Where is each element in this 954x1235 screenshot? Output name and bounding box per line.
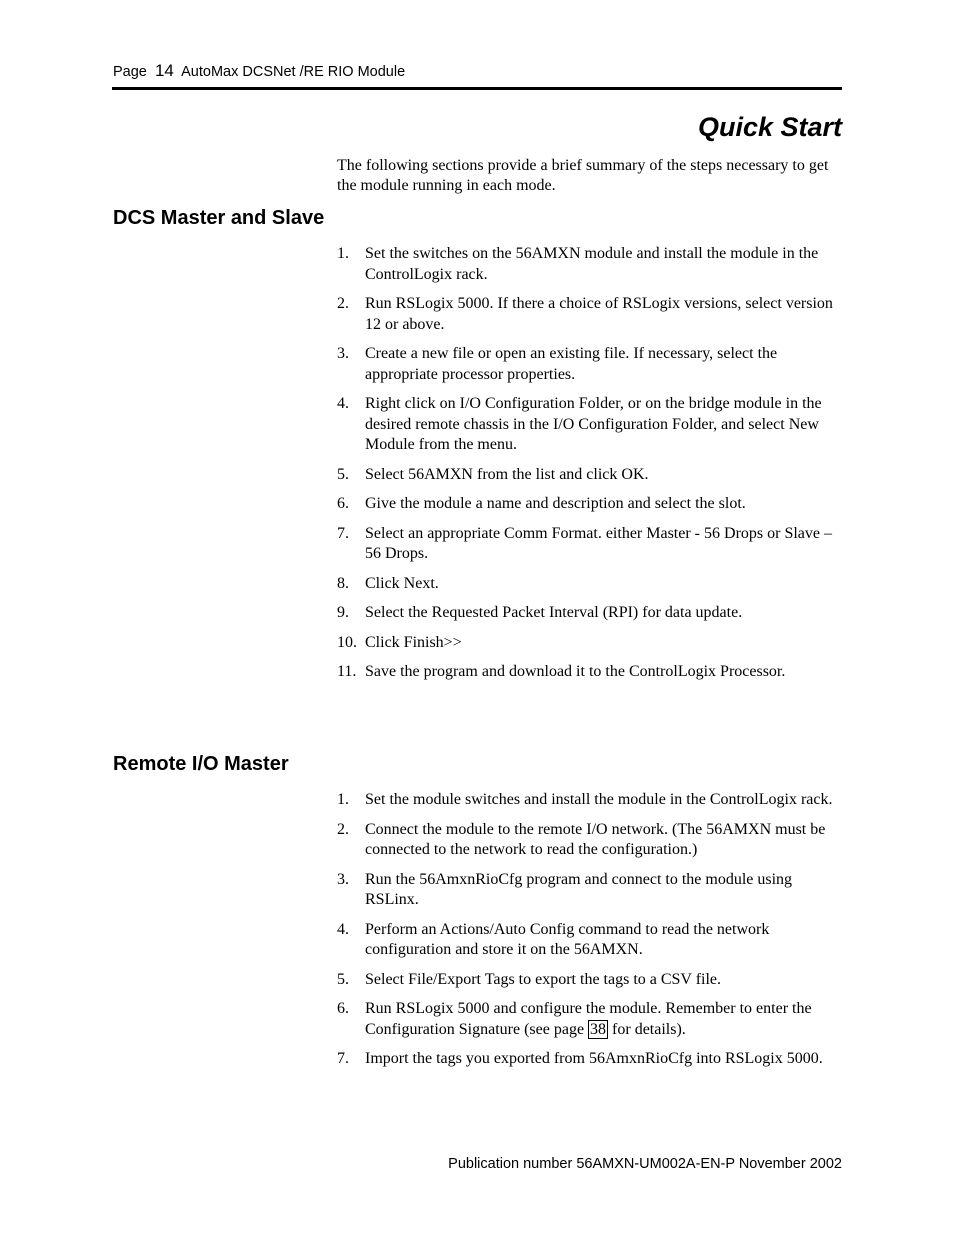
- list-item: [337, 970, 844, 991]
- list-item: [337, 574, 844, 595]
- dcs-section-heading: DCS Master and Slave: [113, 207, 325, 229]
- rio-steps-list: [337, 790, 844, 1079]
- list-item: [337, 790, 844, 811]
- publication-footer: Publication number 56AMXN-UM002A-EN-P November 2002: [448, 1156, 842, 1172]
- step-text: Run RSLogix 5000. If there a choice of RSLogix versions, select version 12 or above.: [365, 295, 833, 333]
- step-text: Create a new file or open an existing file. If necessary, select the appropriate processor properties.: [365, 345, 778, 383]
- intro-paragraph: The following sections provide a brief summary of the steps necessary to get the module running in each mode.: [337, 157, 829, 194]
- step-number: 9.: [337, 604, 349, 621]
- step-number: 7.: [337, 1050, 349, 1067]
- step-number: 8.: [337, 574, 349, 592]
- step-number: 4.: [337, 920, 349, 938]
- step-text: Select an appropriate Comm Format. either Master - 56 Drops or Slave – 56 Drops.: [365, 524, 832, 562]
- step-text: Select the Requested Packet Interval (RPI) for data update.: [365, 604, 743, 621]
- list-item: [337, 294, 844, 335]
- step-text: Set the module switches and install the module in the ControlLogix rack.: [365, 791, 833, 808]
- step-number: 3.: [337, 870, 349, 888]
- list-item: [337, 1049, 844, 1070]
- step-text: Perform an Actions/Auto Config command to read the network configuration and store it on the 56AMXN.: [365, 920, 770, 958]
- list-item: [337, 344, 844, 385]
- step-number: 5.: [337, 970, 349, 988]
- step-text: Save the program and download it to the ControlLogix Processor.: [365, 663, 786, 680]
- step-text: for details).: [608, 1020, 686, 1038]
- step-number: 1.: [337, 791, 349, 808]
- step-number: 5.: [337, 465, 349, 483]
- header-page-number: 14: [154, 61, 174, 80]
- header-product-name: AutoMax DCSNet /RE RIO Module: [181, 64, 406, 80]
- list-item: [337, 603, 844, 624]
- step-text: Select 56AMXN from the list and click OK.: [365, 465, 649, 483]
- step-text: Give the module a name and description and select the slot.: [365, 495, 746, 512]
- list-item: [337, 870, 844, 911]
- rio-section-heading: Remote I/O Master: [113, 753, 289, 775]
- step-number: 6.: [337, 495, 349, 512]
- page-header: [113, 62, 405, 81]
- list-item: [337, 999, 844, 1040]
- step-text: Set the switches on the 56AMXN module and install the module in the ControlLogix rack.: [365, 245, 819, 283]
- list-item: [337, 394, 844, 456]
- list-item: [337, 633, 844, 654]
- dcs-steps-list: [337, 244, 844, 692]
- list-item: [337, 465, 844, 486]
- header-rule: [112, 87, 842, 90]
- step-text: Click Finish>>: [365, 633, 462, 651]
- list-item: [337, 662, 844, 683]
- step-number: 1.: [337, 245, 349, 262]
- list-item: [337, 820, 844, 861]
- header-page-word: Page: [113, 64, 147, 80]
- list-item: [337, 920, 844, 961]
- step-number: 6.: [337, 1000, 349, 1017]
- list-item: [337, 494, 844, 515]
- step-number: 2.: [337, 820, 349, 838]
- step-number: 2.: [337, 295, 349, 312]
- step-text: Run the 56AmxnRioCfg program and connect to the module using RSLinx.: [365, 870, 793, 908]
- step-text: Click Next.: [365, 574, 439, 592]
- list-item: [337, 524, 844, 565]
- step-number: 3.: [337, 345, 349, 362]
- page-reference-link[interactable]: 38: [590, 1020, 607, 1038]
- step-number: 4.: [337, 395, 349, 412]
- list-item: [337, 244, 844, 285]
- page-title: Quick Start: [697, 112, 842, 142]
- step-number: 10.: [337, 633, 357, 651]
- step-text: Run RSLogix 5000 and configure the module. Remember to enter the Configuration Signature (see page: [365, 1000, 812, 1038]
- step-text: Select File/Export Tags to export the tags to a CSV file.: [365, 970, 722, 988]
- step-text: Right click on I/O Configuration Folder, or on the bridge module in the desired remote chassis in the I/O Configuration Folder, and select New Module from the menu.: [365, 395, 822, 453]
- step-text: Import the tags you exported from 56AmxnRioCfg into RSLogix 5000.: [365, 1050, 823, 1067]
- step-number: 7.: [337, 524, 349, 542]
- step-text: Connect the module to the remote I/O network. (The 56AMXN must be connected to the network to read the configuration.): [365, 820, 826, 858]
- step-number: 11.: [337, 663, 357, 680]
